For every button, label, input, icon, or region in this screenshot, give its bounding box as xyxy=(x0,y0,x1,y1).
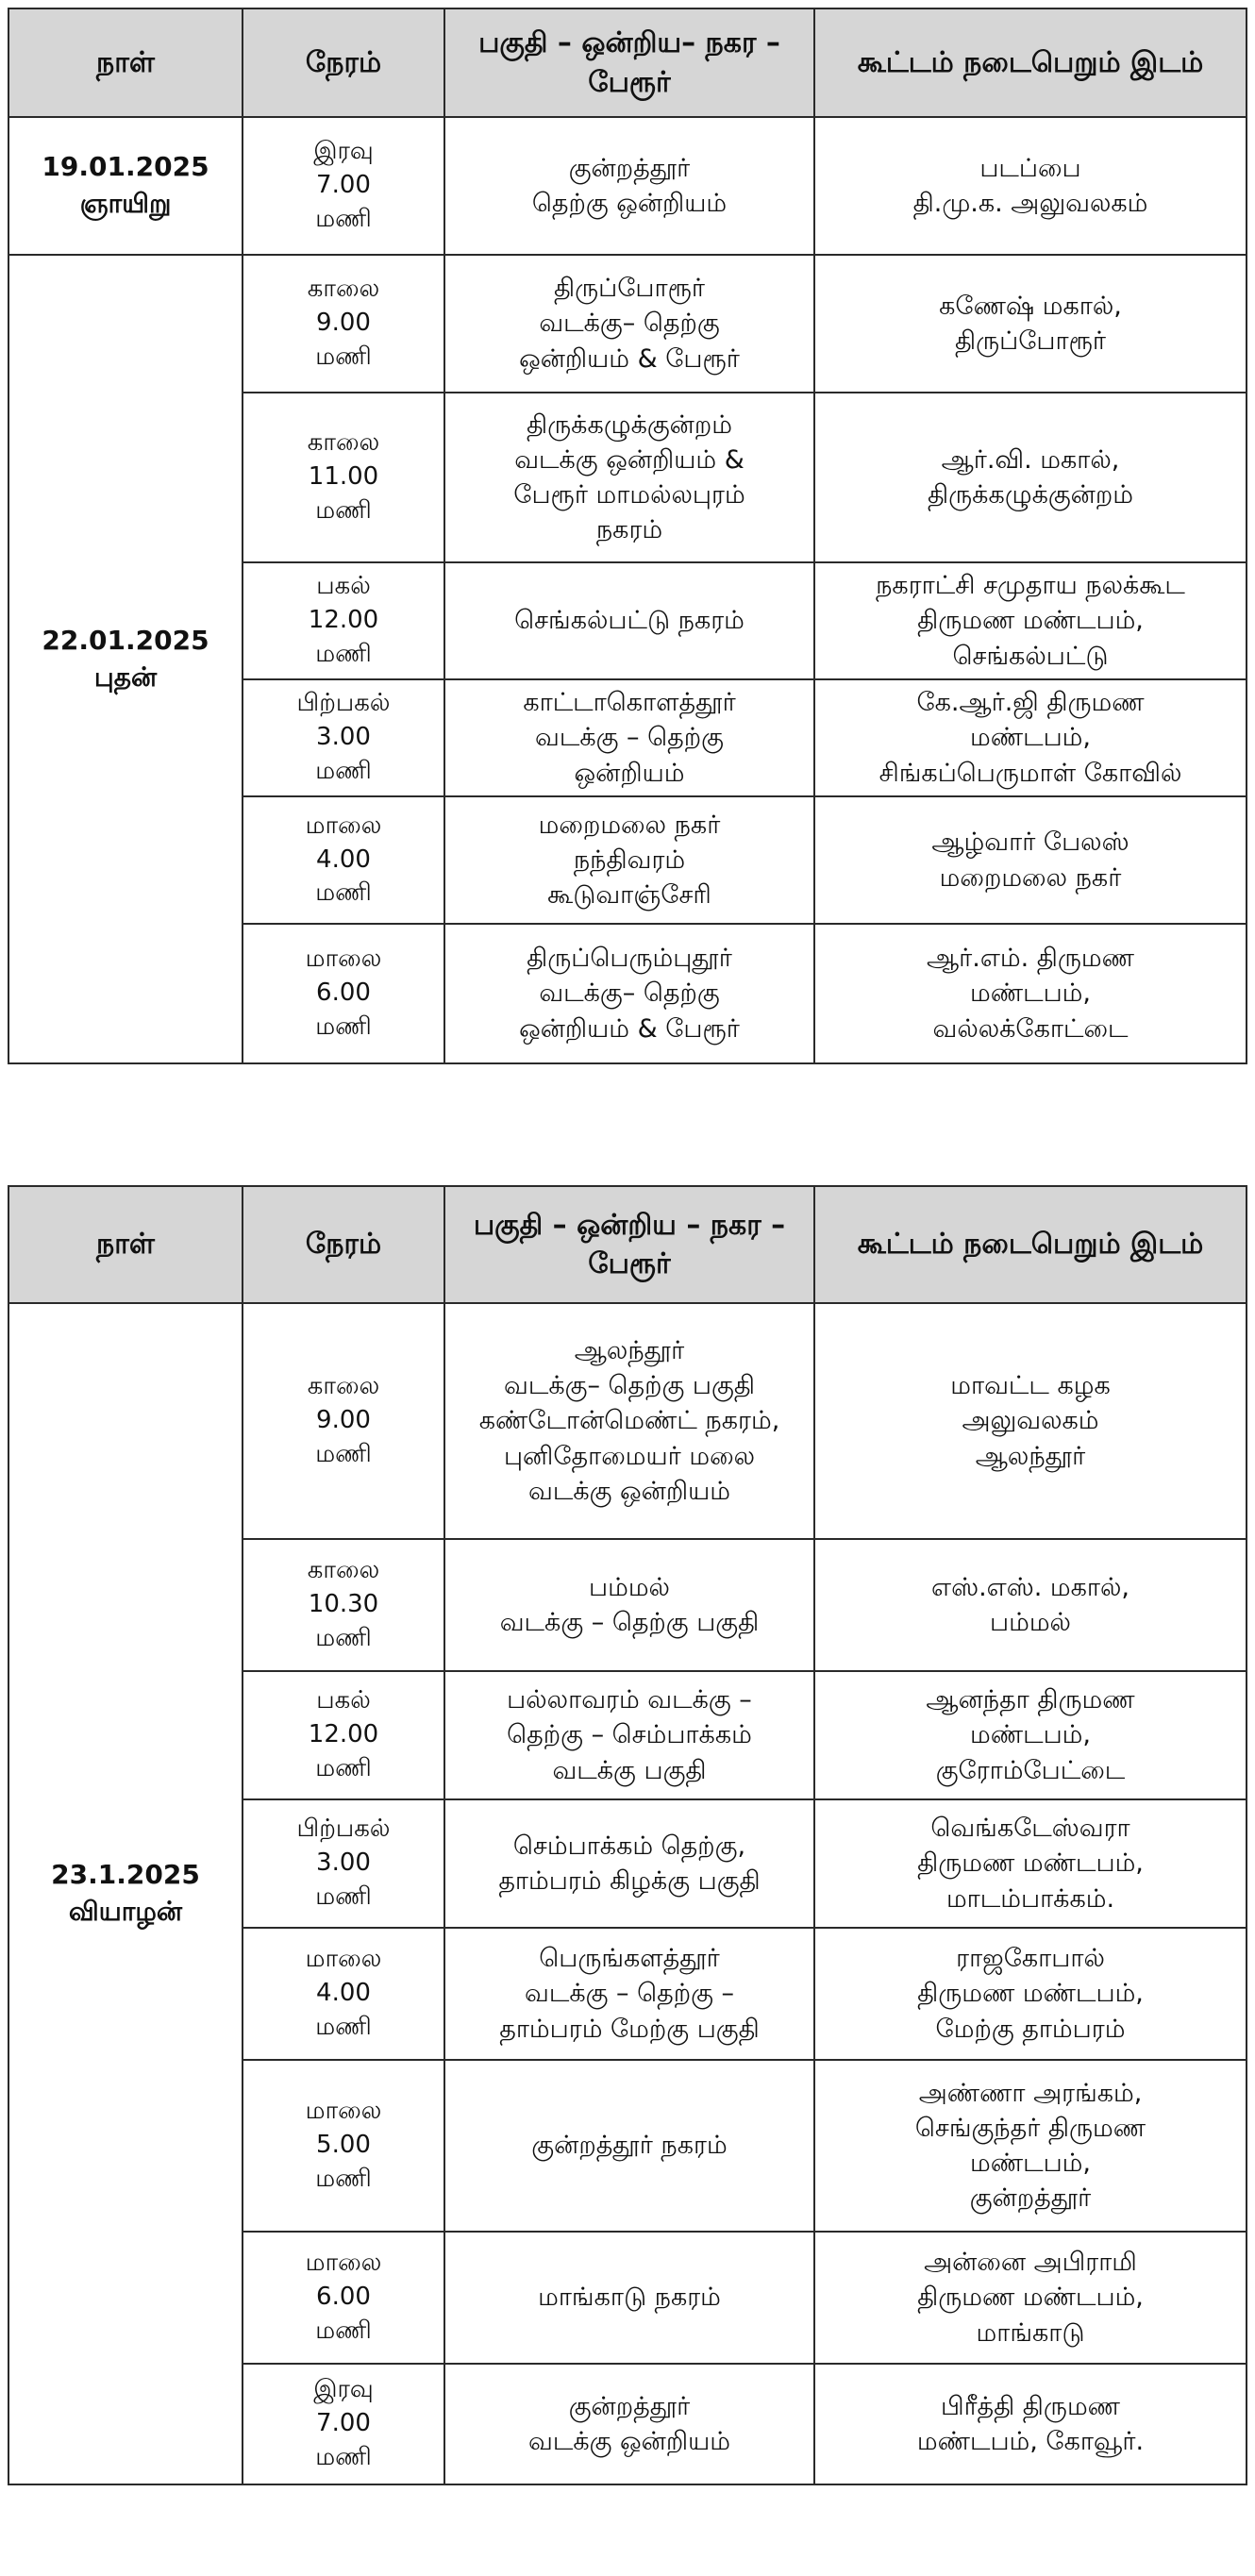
venue-line: அலுவலகம் xyxy=(962,1406,1099,1436)
area-line: பம்மல் xyxy=(589,1572,670,1602)
venue-line: எஸ்.எஸ். மகால், xyxy=(931,1572,1130,1602)
time-cell xyxy=(243,924,444,1063)
date-cell xyxy=(8,1303,243,2484)
area-line: வடக்கு ஒன்றியம் & xyxy=(514,444,745,475)
venue-line: படப்பை xyxy=(979,153,1081,183)
area-line: ஒன்றியம் xyxy=(574,758,685,788)
time-line: 11.00 xyxy=(308,462,379,492)
time-line: மணி xyxy=(315,2012,372,2041)
area-line: கண்டோன்மெண்ட் நகரம், xyxy=(478,1406,780,1436)
venue-line: ராஜகோபால் xyxy=(956,1944,1105,1974)
venue-cell xyxy=(814,796,1247,924)
area-line: வடக்கு – தெற்கு xyxy=(535,723,724,753)
time-line: மணி xyxy=(315,1623,372,1652)
area-cell xyxy=(444,924,814,1063)
venue-cell xyxy=(814,1539,1247,1671)
area-cell xyxy=(444,562,814,679)
time-line: மணி xyxy=(315,204,372,233)
time-line: 7.00 xyxy=(316,171,371,200)
venue-line: திருமண மண்டபம், xyxy=(917,2283,1144,2313)
table-row xyxy=(8,117,1247,255)
area-cell xyxy=(444,255,814,393)
venue-line: மண்டபம், xyxy=(970,1720,1091,1750)
time-line: மாலை xyxy=(305,811,382,840)
venue-cell xyxy=(814,393,1247,562)
day-text: ஞாயிறு xyxy=(79,188,172,219)
time-line: 6.00 xyxy=(316,2283,371,2312)
area-line: பேரூர் மாமல்லபுரம் xyxy=(513,480,745,510)
area-line: புனிதோமையர் மலை xyxy=(503,1441,756,1471)
venue-line: திருப்போரூர் xyxy=(954,326,1107,356)
area-column-header: பகுதி – ஒன்றிய – நகர – பேரூர் xyxy=(444,1186,814,1303)
venue-line: அண்ணா அரங்கம், xyxy=(918,2078,1143,2108)
area-line: ஆலந்தூர் xyxy=(574,1335,685,1365)
venue-line: திருமண மண்டபம், xyxy=(917,606,1144,636)
venue-line: சிங்கப்பெருமாள் கோவில் xyxy=(878,758,1182,788)
area-line: காட்டாகொளத்தூர் xyxy=(523,688,736,718)
venue-line: மண்டபம், xyxy=(970,979,1091,1009)
time-cell xyxy=(243,117,444,255)
time-line: காலை xyxy=(307,428,380,458)
area-cell xyxy=(444,796,814,924)
area-line: தெற்கு ஒன்றியம் xyxy=(531,189,728,218)
area-cell xyxy=(444,1539,814,1671)
time-line: 3.00 xyxy=(316,1848,371,1878)
area-cell xyxy=(444,2060,814,2232)
time-cell xyxy=(243,679,444,796)
time-line: 10.30 xyxy=(308,1590,379,1619)
venue-line: ஆர்.எம். திருமண xyxy=(926,944,1135,974)
time-line: 4.00 xyxy=(316,845,371,874)
area-cell xyxy=(444,2364,814,2484)
area-line: வடக்கு– தெற்கு பகுதி xyxy=(504,1371,755,1401)
schedule-table-1 xyxy=(8,8,1247,1064)
time-line: மாலை xyxy=(305,2097,382,2126)
time-line: 4.00 xyxy=(316,1979,371,2008)
time-line: மணி xyxy=(315,639,372,668)
date-text: 19.01.2025 xyxy=(42,151,209,183)
area-line: கூடுவாஞ்சேரி xyxy=(547,880,711,911)
date-text: 23.1.2025 xyxy=(51,1859,200,1891)
venue-line: மறைமலை நகர் xyxy=(939,862,1122,893)
area-line: வடக்கு பகுதி xyxy=(552,1755,707,1785)
venue-cell xyxy=(814,924,1247,1063)
area-line: குன்றத்தூர் நகரம் xyxy=(531,2131,728,2161)
venue-cell xyxy=(814,2364,1247,2484)
area-cell xyxy=(444,2232,814,2364)
venue-cell xyxy=(814,1671,1247,1799)
area-line: தாம்பரம் மேற்கு பகுதி xyxy=(499,2014,760,2044)
venue-line: கணேஷ் மகால், xyxy=(939,291,1122,321)
time-line: மணி xyxy=(315,1012,372,1041)
area-line: தாம்பரம் கிழக்கு பகுதி xyxy=(498,1866,761,1896)
area-cell xyxy=(444,1303,814,1539)
time-line: பிற்பகல் xyxy=(296,689,391,718)
area-line: செம்பாக்கம் தெற்கு, xyxy=(512,1831,746,1861)
venue-line: ஆழ்வார் பேலஸ் xyxy=(931,828,1130,858)
area-line: குன்றத்தூர் xyxy=(568,153,691,183)
table-row xyxy=(8,255,1247,393)
venue-line: அன்னை அபிராமி xyxy=(924,2248,1137,2278)
venue-line: மாங்காடு xyxy=(976,2317,1085,2348)
venue-cell xyxy=(814,1799,1247,1928)
venue-cell xyxy=(814,679,1247,796)
area-line: வடக்கு– தெற்கு xyxy=(539,309,720,339)
venue-line: திருமண மண்டபம், xyxy=(917,1848,1144,1879)
area-line: செங்கல்பட்டு நகரம் xyxy=(514,606,745,636)
time-line: மணி xyxy=(315,1753,372,1782)
time-cell xyxy=(243,1928,444,2060)
time-line: பகல் xyxy=(316,1686,371,1715)
venue-cell xyxy=(814,2060,1247,2232)
area-line: வடக்கு ஒன்றியம் xyxy=(528,1476,730,1506)
area-line: வடக்கு– தெற்கு xyxy=(539,979,720,1009)
time-line: இரவு xyxy=(313,137,374,166)
time-line: பகல் xyxy=(316,572,371,601)
time-line: 12.00 xyxy=(308,1720,379,1749)
area-line: வடக்கு ஒன்றியம் xyxy=(528,2427,730,2456)
venue-line: செங்குந்தர் திருமண xyxy=(914,2113,1146,2143)
venue-line: குரோம்பேட்டை xyxy=(935,1755,1126,1785)
time-cell xyxy=(243,1799,444,1928)
time-line: 5.00 xyxy=(316,2131,371,2160)
area-line: வடக்கு – தெற்கு பகுதி xyxy=(499,1608,760,1637)
date-text: 22.01.2025 xyxy=(42,624,209,656)
time-cell xyxy=(243,796,444,924)
time-line: மாலை xyxy=(305,1945,382,1974)
area-line: குன்றத்தூர் xyxy=(568,2391,691,2421)
venue-line: திருக்கழுக்குன்றம் xyxy=(928,480,1133,510)
venue-line: பம்மல் xyxy=(990,1608,1071,1637)
area-line: மறைமலை நகர் xyxy=(538,810,721,840)
area-cell xyxy=(444,679,814,796)
date-column-header: நாள் xyxy=(8,1186,243,1303)
time-line: மணி xyxy=(315,1439,372,1468)
venue-line: கே.ஆர்.ஜி திருமண xyxy=(916,688,1145,718)
venue-line: ஆலந்தூர் xyxy=(975,1441,1086,1471)
venue-cell xyxy=(814,562,1247,679)
time-line: மாலை xyxy=(305,2249,382,2278)
time-line: 9.00 xyxy=(316,1406,371,1435)
schedule-table-2 xyxy=(8,1185,1247,2485)
venue-cell xyxy=(814,2232,1247,2364)
time-line: மணி xyxy=(315,2442,372,2471)
time-cell xyxy=(243,1671,444,1799)
area-line: நகரம் xyxy=(595,515,663,545)
area-line: திருப்போரூர் xyxy=(553,274,706,304)
time-line: மணி xyxy=(315,878,372,908)
venue-line: வல்லக்கோட்டை xyxy=(932,1013,1129,1044)
area-line: மாங்காடு நகரம் xyxy=(538,2283,721,2313)
time-line: மணி xyxy=(315,2316,372,2345)
time-cell xyxy=(243,1539,444,1671)
time-cell xyxy=(243,2232,444,2364)
venue-cell xyxy=(814,1928,1247,2060)
area-line: தெற்கு – செம்பாக்கம் xyxy=(507,1720,752,1750)
time-line: பிற்பகல் xyxy=(296,1815,391,1844)
time-cell xyxy=(243,2364,444,2484)
area-line: திருக்கழுக்குன்றம் xyxy=(527,410,732,440)
area-cell xyxy=(444,1928,814,2060)
area-cell xyxy=(444,1671,814,1799)
time-cell xyxy=(243,2060,444,2232)
venue-line: மண்டபம், xyxy=(970,2149,1091,2178)
time-line: மணி xyxy=(315,756,372,785)
day-text: வியாழன் xyxy=(68,1896,183,1927)
time-cell xyxy=(243,255,444,393)
time-column-header: நேரம் xyxy=(243,1186,444,1303)
area-line: வடக்கு – தெற்கு – xyxy=(525,1979,734,2009)
venue-line: மண்டபம், xyxy=(970,723,1091,753)
venue-cell xyxy=(814,255,1247,393)
area-line: பெருங்களத்தூர் xyxy=(539,1944,720,1974)
venue-line: நகராட்சி சமுதாய நலக்கூட xyxy=(876,571,1185,601)
date-cell xyxy=(8,255,243,1063)
venue-column-header: கூட்டம் நடைபெறும் இடம் xyxy=(814,8,1247,117)
venue-line: மாடம்பாக்கம். xyxy=(945,1883,1115,1914)
venue-column-header: கூட்டம் நடைபெறும் இடம் xyxy=(814,1186,1247,1303)
time-cell xyxy=(243,393,444,562)
venue-line: பிரீத்தி திருமண xyxy=(940,2391,1121,2421)
time-cell xyxy=(243,1303,444,1539)
venue-cell xyxy=(814,1303,1247,1539)
area-line: திருப்பெரும்புதூர் xyxy=(527,944,732,974)
venue-line: மாவட்ட கழக xyxy=(950,1371,1111,1401)
venue-line: மேற்கு தாம்பரம் xyxy=(935,2014,1126,2044)
time-line: காலை xyxy=(307,1556,380,1585)
time-line: மணி xyxy=(315,1882,372,1911)
venue-line: ஆனந்தா திருமண xyxy=(926,1685,1135,1715)
venue-line: வெங்கடேஸ்வரா xyxy=(930,1814,1130,1844)
time-line: 7.00 xyxy=(316,2409,371,2438)
date-cell xyxy=(8,117,243,255)
venue-line: மண்டபம், கோவூர். xyxy=(916,2427,1145,2456)
area-line: ஒன்றியம் & பேரூர் xyxy=(519,343,740,374)
area-cell xyxy=(444,117,814,255)
area-line: நந்திவரம் xyxy=(573,845,686,875)
time-line: மணி xyxy=(315,342,372,371)
venue-line: செங்கல்பட்டு xyxy=(952,641,1109,671)
venue-cell xyxy=(814,117,1247,255)
time-column-header: நேரம் xyxy=(243,8,444,117)
time-line: 12.00 xyxy=(308,606,379,635)
area-line: ஒன்றியம் & பேரூர் xyxy=(519,1013,740,1044)
time-line: காலை xyxy=(307,1372,380,1401)
time-line: மாலை xyxy=(305,945,382,974)
time-line: 6.00 xyxy=(316,979,371,1008)
area-cell xyxy=(444,393,814,562)
venue-line: திருமண மண்டபம், xyxy=(917,1979,1144,2009)
area-line: பல்லாவரம் வடக்கு – xyxy=(507,1685,752,1715)
date-column-header: நாள் xyxy=(8,8,243,117)
area-column-header: பகுதி – ஒன்றிய– நகர – பேரூர் xyxy=(444,8,814,117)
venue-line: தி.மு.க. அலுவலகம் xyxy=(912,189,1148,218)
time-line: இரவு xyxy=(313,2375,374,2404)
time-line: காலை xyxy=(307,275,380,304)
time-line: 3.00 xyxy=(316,723,371,752)
time-line: 9.00 xyxy=(316,309,371,338)
time-cell xyxy=(243,562,444,679)
venue-line: குன்றத்தூர் xyxy=(969,2183,1092,2214)
time-line: மணி xyxy=(315,495,372,525)
venue-line: ஆர்.வி. மகால், xyxy=(941,444,1120,475)
time-line: மணி xyxy=(315,2164,372,2193)
day-text: புதன் xyxy=(93,661,158,693)
area-cell xyxy=(444,1799,814,1928)
table-row xyxy=(8,1303,1247,1539)
